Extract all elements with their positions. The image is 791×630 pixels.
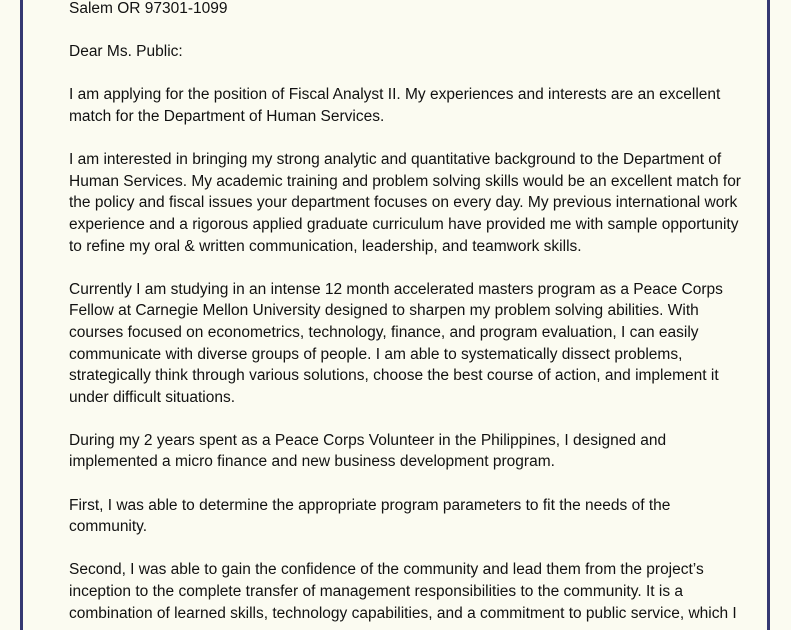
paragraph-peace-corps: During my 2 years spent as a Peace Corps Volunteer in the Philippines, I designed and implemented a micro finance and new business development program.: [69, 431, 667, 471]
paragraph-background: I am interested in bringing my strong analytic and quantitative background to the Department of Human Services. My academic training and problem solving skills would be an excellent match for the policy and fiscal issues your department focuses on every day. My previous international work experience and a rigorous applied graduate curriculum have provided me with sample opportunity to refine my oral & written communication, leadership, and teamwork skills.: [69, 151, 741, 255]
address-line: Salem OR 97301-1099: [69, 0, 228, 17]
paragraph-second-point: Second, I was able to gain the confidence of the community and lead them from the project’s inception to the complete transfer of management responsibilities to the community. It is a combination of learned skills, technology capabilities, and a commitment to public service, which I: [69, 561, 737, 622]
paragraph-first-point: First, I was able to determine the appropriate program parameters to fit the needs of the community.: [69, 496, 671, 536]
cover-letter-body: [69, 0, 749, 630]
document-page: [20, 0, 770, 630]
paragraph-current-studies: Currently I am studying in an intense 12 month accelerated masters program as a Peace Corps Fellow at Carnegie Mellon University designed to sharpen my problem solving abilities. With courses focused on econometrics, technology, finance, and program evaluation, I can easily communicate with diverse groups of people. I am able to systematically dissect problems, strategically think through various solutions, choose the best course of action, and implement it under difficult situations.: [69, 280, 723, 406]
paragraph-intro: I am applying for the position of Fiscal Analyst II. My experiences and interests are an excellent match for the Department of Human Services.: [69, 86, 721, 125]
salutation: Dear Ms. Public:: [69, 43, 183, 61]
